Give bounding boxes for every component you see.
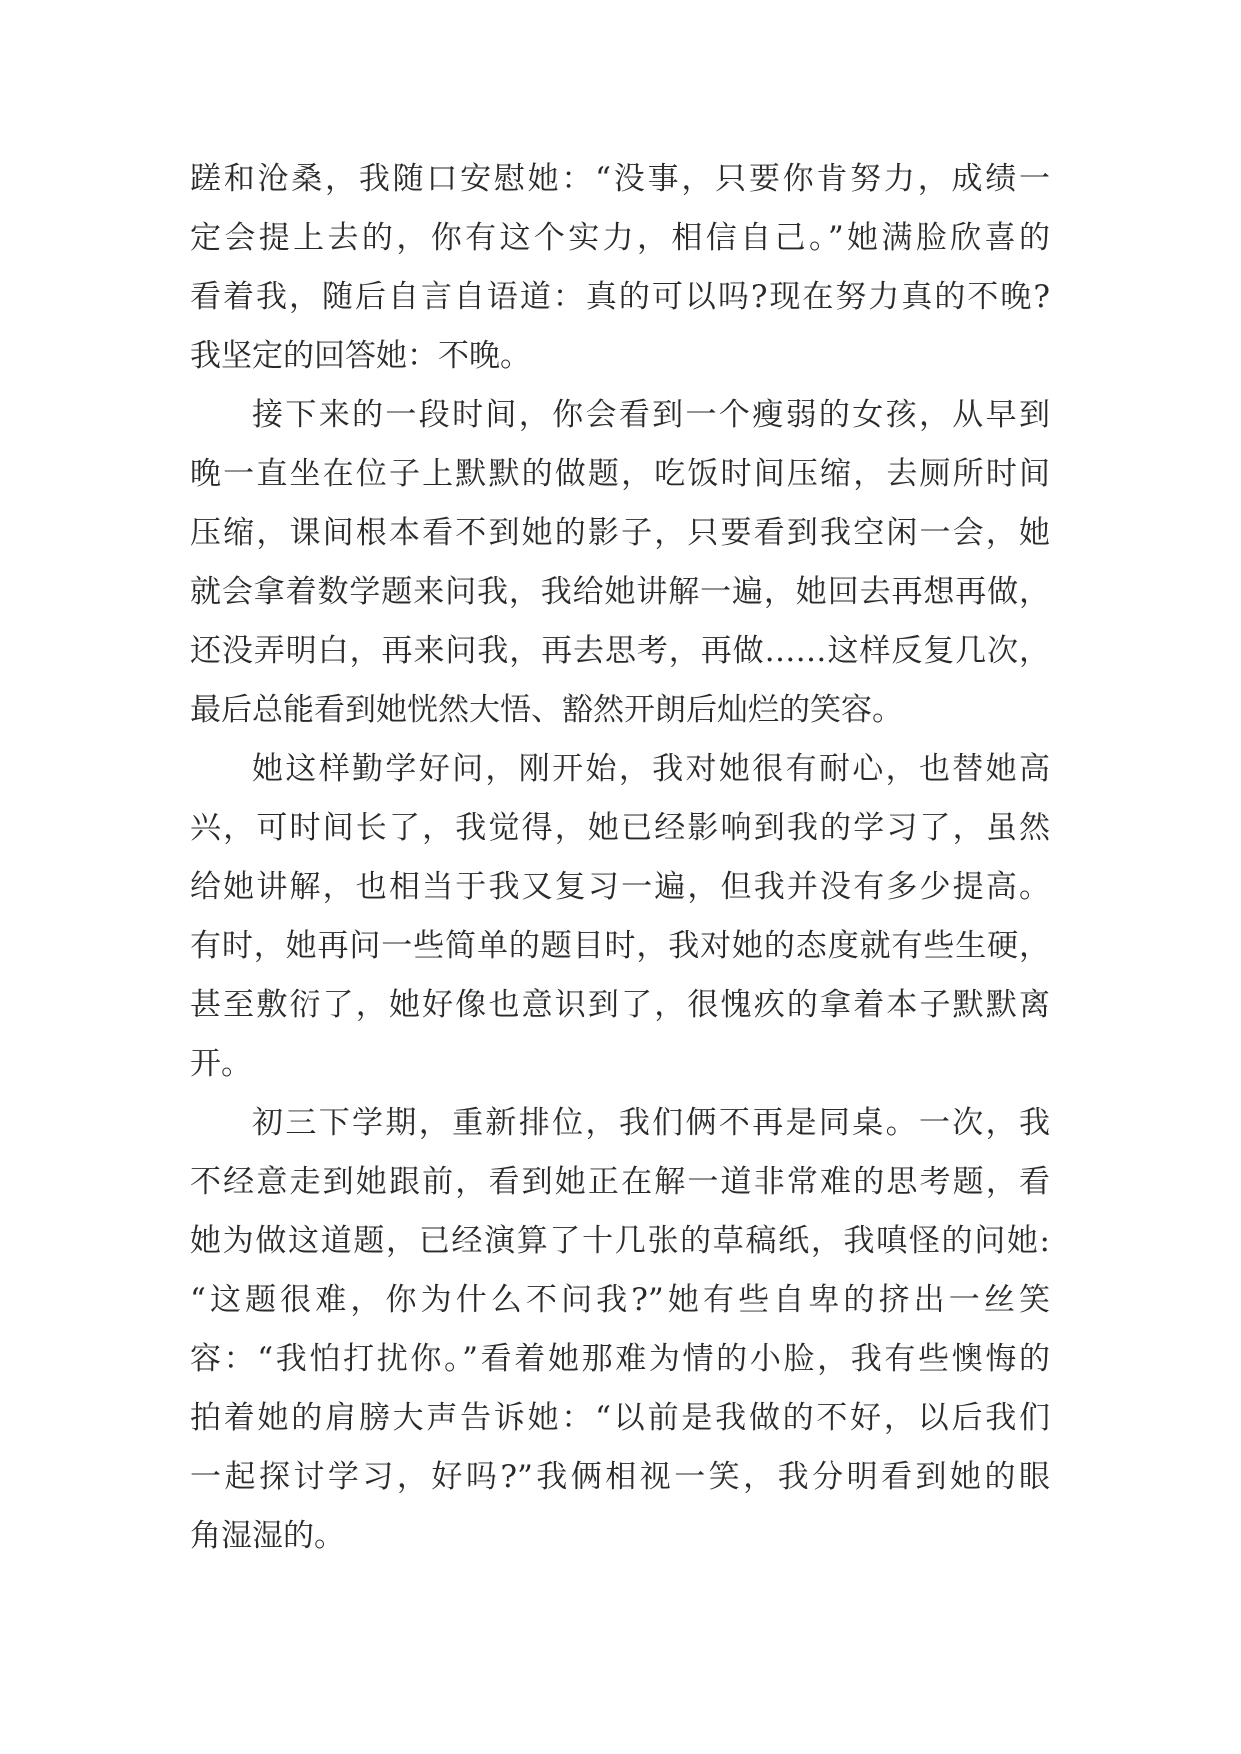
text-line: “这题很难，你为什么不问我?”她有些自卑的挤出一丝笑 (190, 1282, 1050, 1318)
paragraph (190, 740, 1050, 1094)
text-line: 晚一直坐在位子上默默的做题，吃饭时间压缩，去厕所时间 (190, 456, 1050, 492)
text-line: 接下来的一段时间，你会看到一个瘦弱的女孩，从早到 (252, 397, 1050, 433)
text-line: 就会拿着数学题来问我，我给她讲解一遍，她回去再想再做， (190, 574, 1050, 610)
text-line: 我坚定的回答她：不晚。 (190, 338, 531, 374)
text-line: 给她讲解，也相当于我又复习一遍，但我并没有多少提高。 (190, 869, 1050, 905)
paragraph (190, 1094, 1050, 1566)
text-line: 角湿湿的。 (190, 1518, 345, 1554)
paragraph (190, 150, 1050, 386)
document-body (190, 150, 1050, 1566)
text-line: 蹉和沧桑，我随口安慰她：“没事，只要你肯努力，成绩一 (190, 161, 1050, 197)
text-line: 压缩，课间根本看不到她的影子，只要看到我空闲一会，她 (190, 515, 1050, 551)
text-line: 开。 (190, 1046, 252, 1082)
text-line: 最后总能看到她恍然大悟、豁然开朗后灿烂的笑容。 (190, 692, 903, 728)
text-line: 她为做这道题，已经演算了十几张的草稿纸，我嗔怪的问她: (190, 1223, 1050, 1259)
text-line: 不经意走到她跟前，看到她正在解一道非常难的思考题，看 (190, 1164, 1050, 1200)
text-line: 定会提上去的，你有这个实力，相信自己。”她满脸欣喜的 (190, 220, 1050, 256)
text-line: 兴，可时间长了，我觉得，她已经影响到我的学习了，虽然 (190, 810, 1050, 846)
paragraph (190, 386, 1050, 740)
text-line: 容：“我怕打扰你。”看着她那难为情的小脸，我有些懊悔的 (190, 1341, 1050, 1377)
text-line: 初三下学期，重新排位，我们俩不再是同桌。一次，我 (252, 1105, 1050, 1141)
text-line: 有时，她再问一些简单的题目时，我对她的态度就有些生硬， (190, 928, 1050, 964)
text-line: 她这样勤学好问，刚开始，我对她很有耐心，也替她高 (252, 751, 1050, 787)
text-line: 看着我，随后自言自语道：真的可以吗?现在努力真的不晚? (190, 279, 1050, 315)
text-line: 一起探讨学习，好吗?”我俩相视一笑，我分明看到她的眼 (190, 1459, 1050, 1495)
text-line: 甚至敷衍了，她好像也意识到了，很愧疚的拿着本子默默离 (190, 987, 1050, 1023)
text-line: 拍着她的肩膀大声告诉她：“以前是我做的不好，以后我们 (190, 1400, 1050, 1436)
text-line: 还没弄明白，再来问我，再去思考，再做……这样反复几次， (190, 633, 1050, 669)
